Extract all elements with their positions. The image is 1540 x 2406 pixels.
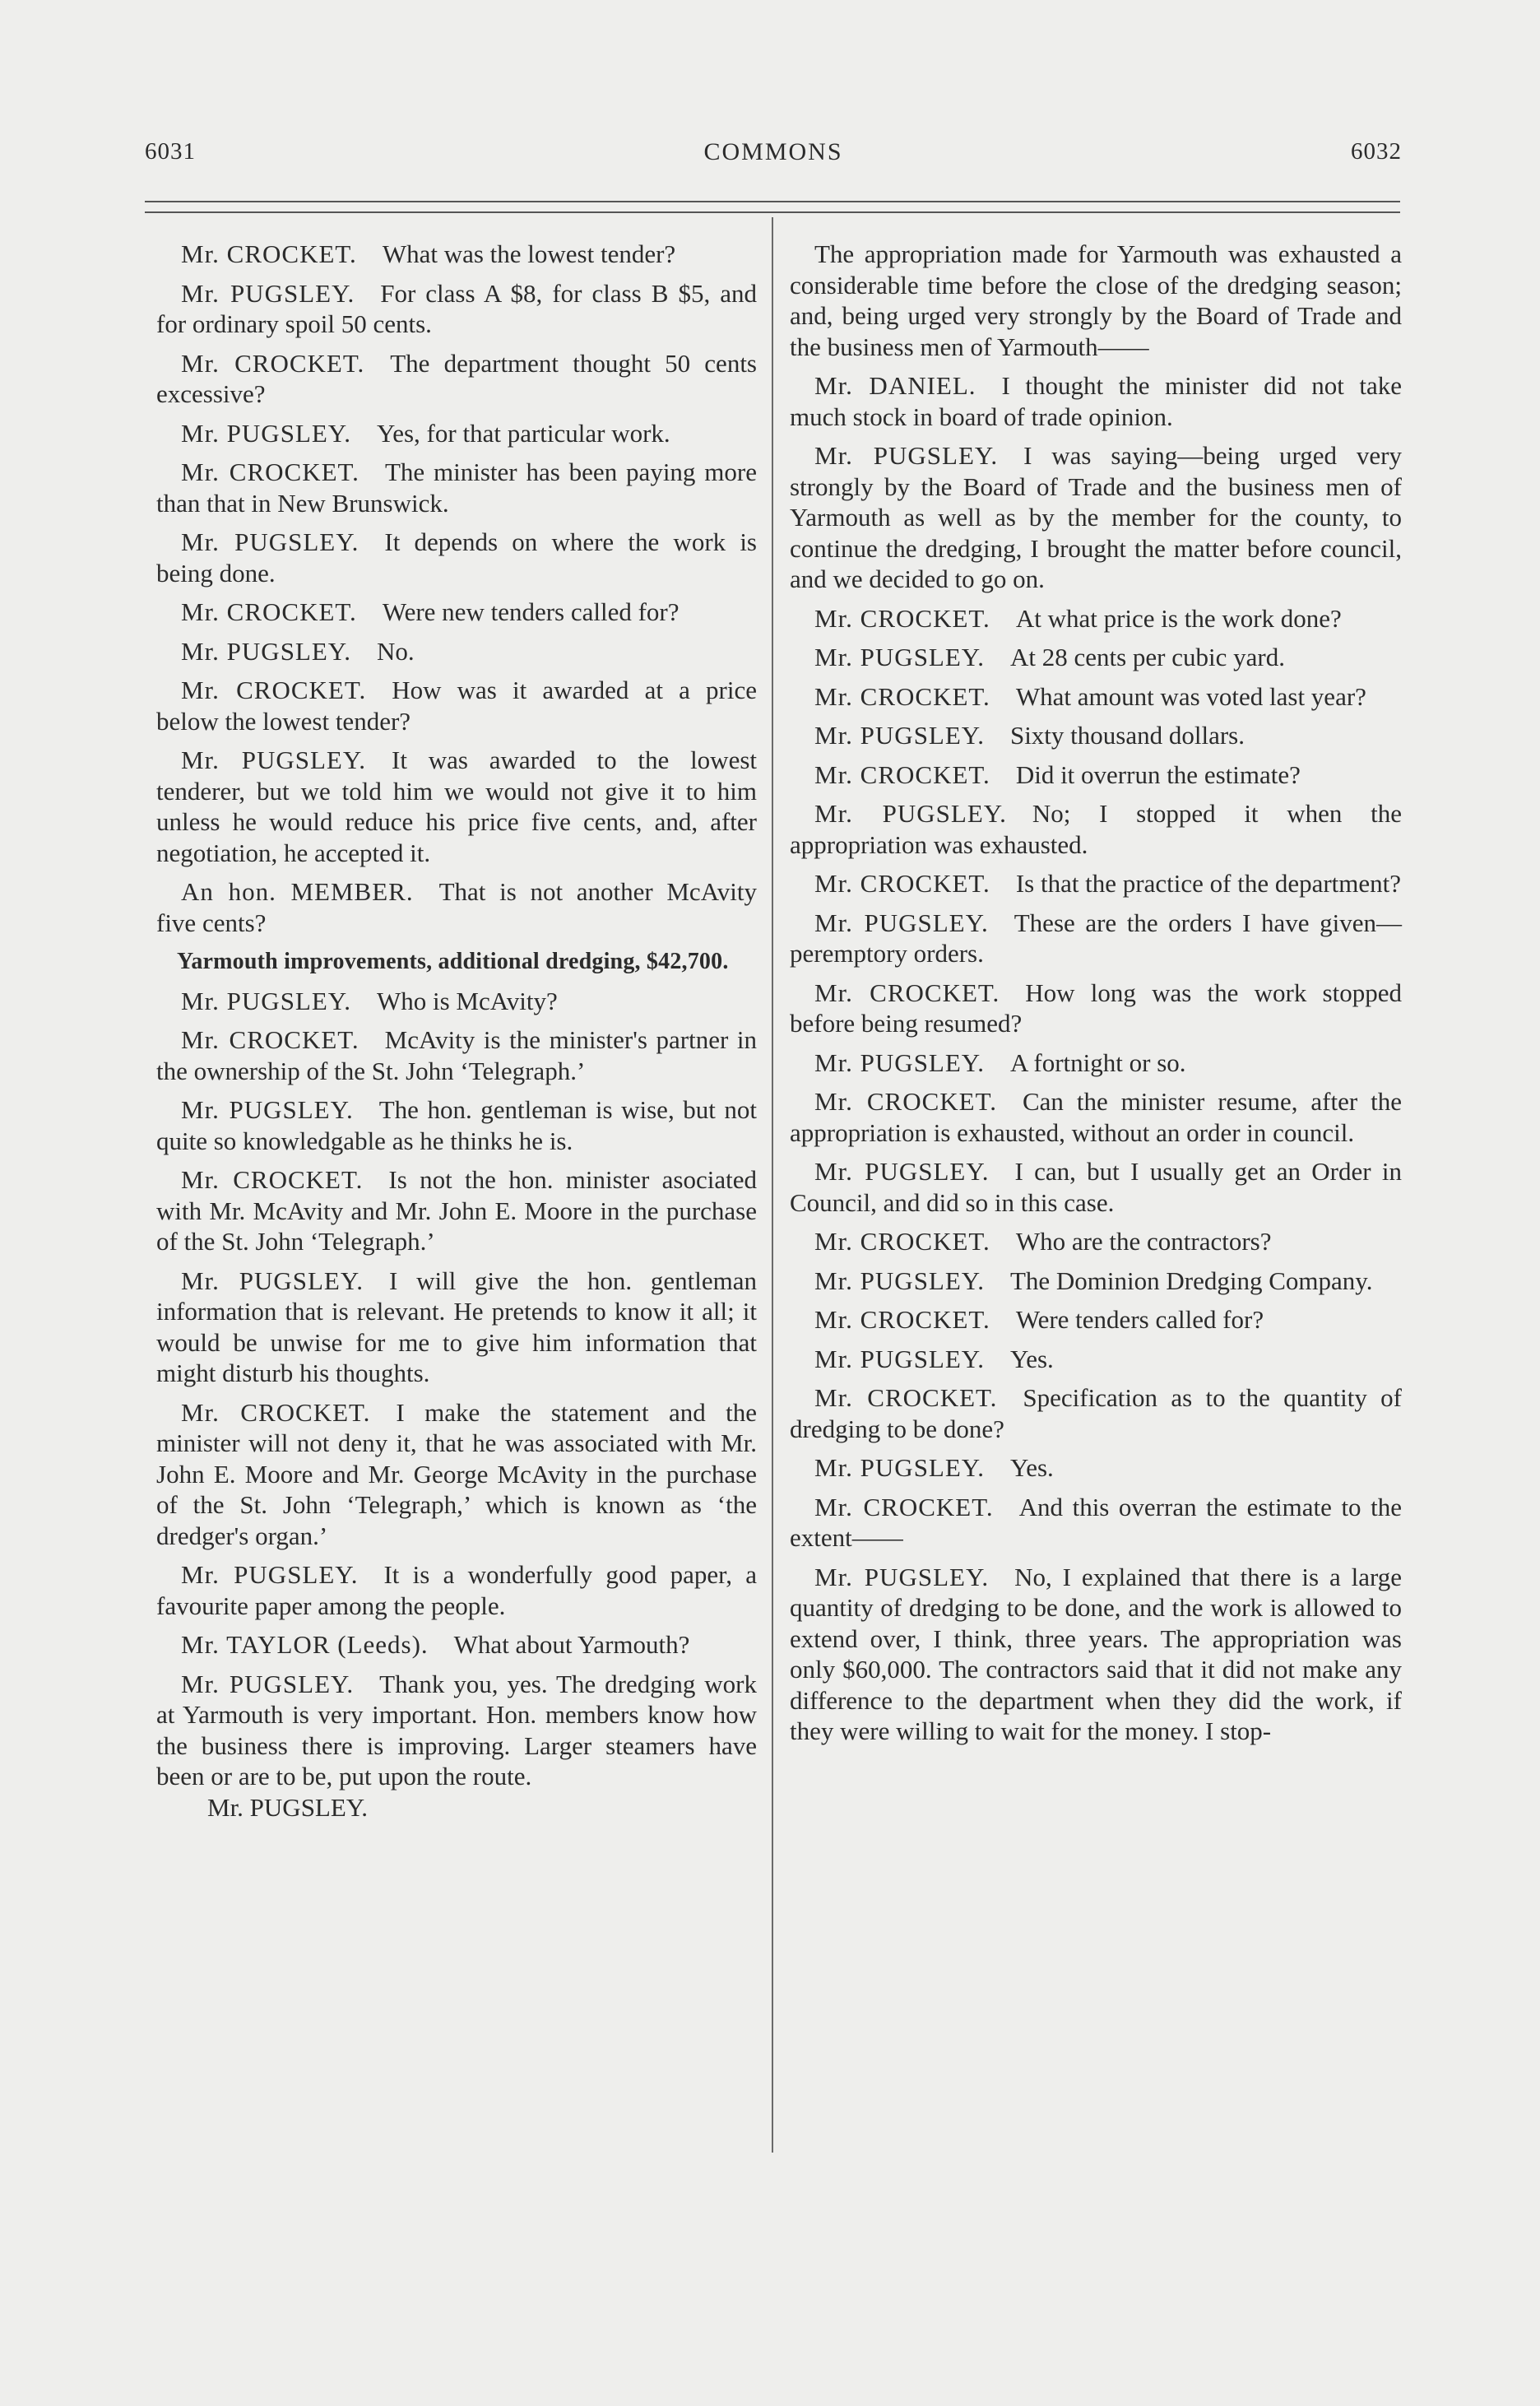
speech-paragraph: Mr. CROCKET. How long was the work stopped before being resumed? <box>790 978 1402 1038</box>
speech-paragraph: Mr. PUGSLEY. No. <box>181 636 415 666</box>
speaker-name: Mr. CROCKET. <box>181 348 365 378</box>
speech-paragraph: Mr. PUGSLEY. I can, but I usually get an Order in Council, and did so in this case. <box>790 1157 1402 1217</box>
speaker-name: Mr. CROCKET. <box>181 1025 359 1054</box>
speaker-name: Mr. PUGSLEY. <box>181 1095 354 1124</box>
speaker-name: Mr. PUGSLEY. <box>814 441 999 470</box>
speech-paragraph: Mr. PUGSLEY. A fortnight or so. <box>814 1047 1186 1077</box>
speech-paragraph: Mr. PUGSLEY. At 28 cents per cubic yard. <box>814 643 1285 671</box>
speech-paragraph: Mr. CROCKET. What amount was voted last year? <box>814 681 1366 711</box>
speech-paragraph: Mr. PUGSLEY. It was awarded to the lowest tenderer, but we told him we would not give it to him unless he would reduce his price five cents, and, after negotiation, he accepted it. <box>156 745 758 867</box>
speech-paragraph: Mr. CROCKET. Who are the contractors? <box>814 1227 1272 1256</box>
speaker-name: Mr. CROCKET. <box>181 458 359 486</box>
speaker-name: Mr. PUGSLEY. <box>814 799 1007 828</box>
speech-paragraph: Mr. PUGSLEY. Who is McAvity? <box>181 986 558 1015</box>
speech-paragraph: Mr. PUGSLEY. Sixty thousand dollars. <box>814 721 1245 750</box>
speech-paragraph: Mr. CROCKET. Were new tenders called for? <box>181 597 680 626</box>
speaker-name: Mr. PUGSLEY. <box>181 1266 364 1295</box>
speaker-name: Mr. PUGSLEY. <box>181 1669 355 1698</box>
speaker-name: Mr. PUGSLEY. <box>814 1562 990 1591</box>
speech-paragraph: Mr. PUGSLEY. No, I explained that there is a large quantity of dredging to be done, and the work is allowed to extend over, I think, three years. The appropriation was only $60,000. The contractors said that it did not make any difference to the department when they did the work, if they were willing to wait for the money. I stop- <box>790 1562 1403 1745</box>
speaker-name: Mr. CROCKET. <box>181 1397 371 1427</box>
speech-paragraph: Mr. CROCKET. Did it overrun the estimate? <box>814 759 1301 789</box>
item-heading: Yarmouth improvements, additional dredging, $42,700. <box>177 949 729 974</box>
speech-paragraph: Mr. CROCKET. How was it awarded at a price below the lowest tender? <box>156 676 757 736</box>
speaker-name: Mr. PUGSLEY. <box>181 1560 359 1589</box>
speaker-name: Mr. PUGSLEY. <box>181 527 359 556</box>
speaker-name: Mr. DANIEL. <box>814 371 976 400</box>
speaker-name: Mr. CROCKET. <box>814 603 990 633</box>
speech-paragraph: Mr. PUGSLEY. It is a wonderfully good paper, a favourite paper among the people. <box>156 1560 757 1620</box>
speech-paragraph: Mr. TAYLOR (Leeds). What about Yarmouth? <box>181 1630 690 1659</box>
speaker-name: Mr. CROCKET. <box>814 759 990 789</box>
speaker-name: Mr. PUGSLEY. <box>814 908 989 937</box>
speaker-name: Mr. CROCKET. <box>814 1492 994 1521</box>
page-header <box>145 138 1402 171</box>
speaker-name: Mr. CROCKET. <box>181 1165 364 1194</box>
speech-paragraph: Mr. CROCKET. What was the lowest tender? <box>181 239 676 268</box>
speaker-name: An hon. MEMBER. <box>181 877 414 906</box>
speaker-name: Mr. TAYLOR (Leeds). <box>181 1630 429 1659</box>
page-number-right: 6032 <box>1351 138 1402 165</box>
speaker-name: Mr. PUGSLEY. <box>814 1453 985 1482</box>
speaker-name: Mr. CROCKET. <box>814 978 1000 1007</box>
speech-paragraph: Mr. PUGSLEY. It depends on where the work is being done. <box>156 527 757 588</box>
speaker-name: Mr. CROCKET. <box>814 1227 990 1256</box>
speech-paragraph: Mr. PUGSLEY. The hon. gentleman is wise, but not quite so knowledgable as he thinks he is. <box>156 1095 757 1155</box>
speech-paragraph: An hon. MEMBER. That is not another McAvity five cents? <box>156 877 758 937</box>
left-column <box>156 239 757 1831</box>
speech-paragraph: Mr. CROCKET. Specification as to the quantity of dredging to be done? <box>790 1383 1402 1443</box>
speech-paragraph: Mr. DANIEL. I thought the minister did not take much stock in board of trade opinion. <box>790 371 1402 431</box>
header-rule <box>145 211 1400 213</box>
speech-paragraph: Mr. CROCKET. At what price is the work done? <box>814 603 1342 633</box>
speech-paragraph: Mr. CROCKET. Is that the practice of the department? <box>814 869 1402 898</box>
speech-paragraph: Mr. PUGSLEY. Thank you, yes. The dredging work at Yarmouth is very important. Hon. members know how the business there is improving. Larger steamers have been or are to be, put upon the route. <box>156 1669 757 1791</box>
speech-paragraph: Mr. PUGSLEY. No; I stopped it when the appropriation was exhausted. <box>790 799 1402 859</box>
speaker-name: Mr. PUGSLEY. <box>814 643 985 671</box>
speaker-name: Mr. CROCKET. <box>814 869 990 898</box>
speaker-name: Mr. CROCKET. <box>814 1383 998 1412</box>
column-divider <box>772 217 773 2153</box>
speaker-name: Mr. CROCKET. <box>814 1087 997 1116</box>
speaker-name: Mr. PUGSLEY. <box>181 745 366 774</box>
speech-paragraph: Mr. PUGSLEY. Yes, for that particular work. <box>181 418 670 448</box>
speech-paragraph: Mr. PUGSLEY. I was saying—being urged very strongly by the Board of Trade and the business men of Yarmouth as well as by the member for the county, to continue the dredging, I brought the matter before council, and we decided to go on. <box>790 441 1402 593</box>
speaker-name: Mr. CROCKET. <box>181 676 367 704</box>
speaker-name: Mr. PUGSLEY. <box>814 1266 985 1295</box>
speech-paragraph: Mr. PUGSLEY. I will give the hon. gentleman information that is relevant. He pretends to know it all; it would be unwise for me to give him information that might disturb his thoughts. <box>156 1266 757 1387</box>
speaker-name: Mr. CROCKET. <box>814 681 990 711</box>
speech-paragraph: Mr. PUGSLEY. The Dominion Dredging Company. <box>814 1266 1373 1295</box>
speech-paragraph: Mr. PUGSLEY. Yes. <box>814 1344 1054 1373</box>
speaker-name: Mr. PUGSLEY. <box>814 721 985 750</box>
speaker-name: Mr. PUGSLEY. <box>814 1157 990 1186</box>
speech-paragraph: Mr. PUGSLEY. For class A $8, for class B $5, and for ordinary spoil 50 cents. <box>156 278 757 338</box>
speaker-name: Mr. CROCKET. <box>181 239 357 268</box>
speaker-name: Mr. PUGSLEY. <box>181 986 351 1015</box>
speaker-name: Mr. PUGSLEY. <box>814 1344 985 1373</box>
speaker-name: Mr. PUGSLEY. <box>814 1047 985 1077</box>
speaker-name: Mr. PUGSLEY. <box>181 636 351 666</box>
speaker-name: Mr. CROCKET. <box>181 597 357 626</box>
header-rule <box>145 201 1400 202</box>
running-head: COMMONS <box>703 138 843 165</box>
speech-paragraph: Mr. CROCKET. The minister has been paying more than that in New Brunswick. <box>156 458 758 518</box>
speech-paragraph: Mr. PUGSLEY. These are the orders I have given—peremptory orders. <box>790 908 1402 968</box>
speech-paragraph: The appropriation made for Yarmouth was exhausted a considerable time before the close of the dredging season; and, being urged very strongly by the Board of Trade and the business men of Yarmouth—— <box>790 239 1402 361</box>
speech-paragraph: Mr. CROCKET. The department thought 50 cents excessive? <box>156 348 757 408</box>
catchword: Mr. PUGSLEY. <box>207 1792 368 1822</box>
speech-paragraph: Mr. CROCKET. And this overran the estimate to the extent—— <box>790 1492 1402 1552</box>
speech-paragraph: Mr. PUGSLEY. Yes. <box>814 1453 1054 1482</box>
speech-paragraph: Mr. CROCKET. Can the minister resume, after the appropriation is exhausted, without an order in council. <box>790 1087 1402 1147</box>
speech-paragraph: Mr. CROCKET. Were tenders called for? <box>814 1305 1264 1334</box>
speaker-name: Mr. PUGSLEY. <box>181 418 351 448</box>
speech-paragraph: Mr. CROCKET. Is not the hon. minister asociated with Mr. McAvity and Mr. John E. Moore in the purchase of the St. John ‘Telegraph.’ <box>156 1165 757 1256</box>
speech-paragraph: Mr. CROCKET. I make the statement and the minister will not deny it, that he was associated with Mr. John E. Moore and Mr. George McAvity in the purchase of the St. John ‘Telegraph,’ which is known as ‘the dredger's organ.’ <box>156 1397 757 1550</box>
page-number-left: 6031 <box>145 138 196 165</box>
speaker-name: Mr. PUGSLEY. <box>181 278 355 308</box>
speaker-name: Mr. CROCKET. <box>814 1305 990 1334</box>
right-column <box>790 239 1402 1755</box>
speech-paragraph: Mr. CROCKET. McAvity is the minister's partner in the ownership of the St. John ‘Telegraph.’ <box>156 1025 757 1085</box>
